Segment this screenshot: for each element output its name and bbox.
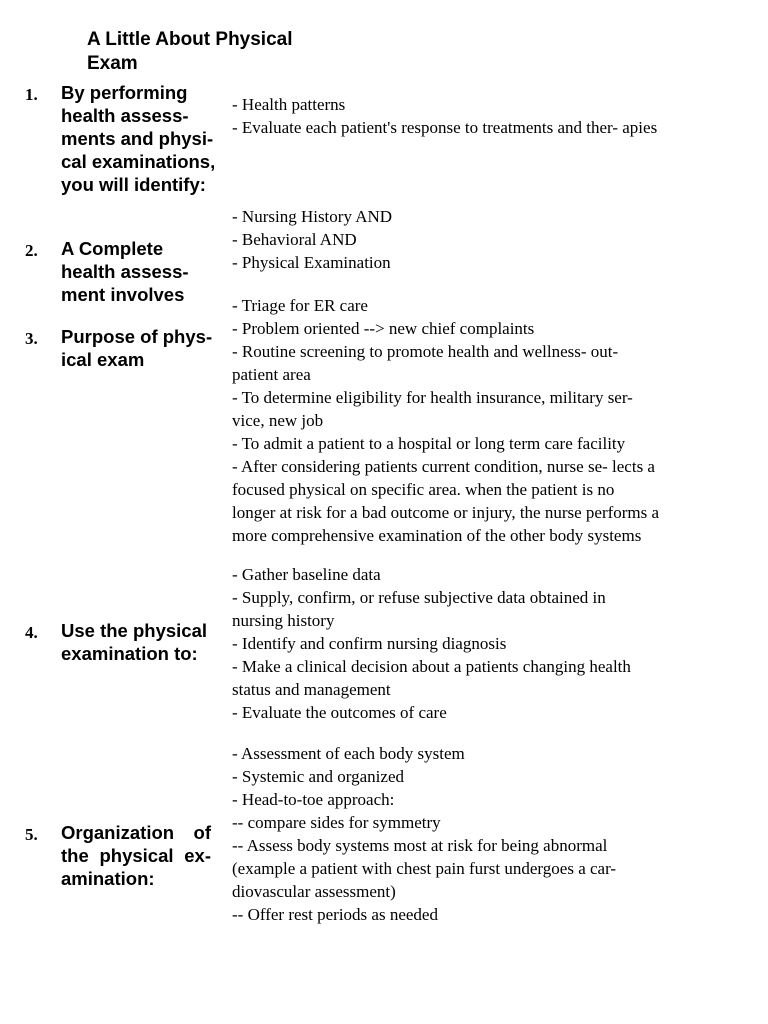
answer-line: - Evaluate the outcomes of care [232,703,447,722]
answer-line: -- Offer rest periods as needed [232,905,438,924]
answer-line: - Behavioral AND [232,230,357,249]
section-5-question: Organization of the physical ex- amination: [61,822,211,889]
document-title: A Little About Physical Exam [87,29,293,74]
answer-line: nursing history [232,611,335,630]
answer-line: -- Assess body systems most at risk for being abnormal [232,836,608,855]
section-2-question: A Complete health assess- ment involves [61,238,189,305]
answer-line: status and management [232,680,391,699]
answer-line: - Supply, confirm, or refuse subjective data obtained in [232,588,606,607]
answer-line: - Evaluate each patient's response to treatments and ther- apies [232,118,658,137]
answer-line: - Head-to-toe approach: [232,790,395,809]
answer-line: - Systemic and organized [232,767,405,786]
section-1-question: By performing health assess- ments and physi- cal examinations, you will identify: [61,82,216,195]
answer-line: vice, new job [232,411,324,430]
answer-line: - To determine eligibility for health insurance, military ser- [232,388,633,407]
answer-line: focused physical on specific area. when the patient is no [232,480,615,499]
answer-line: - To admit a patient to a hospital or long term care facility [232,434,626,453]
answer-line: (example a patient with chest pain furst undergoes a car- [232,859,617,878]
answer-line: - Physical Examination [232,253,391,272]
section-3-number: 3. [25,329,38,348]
section-5-number: 5. [25,825,38,844]
answer-line: patient area [232,365,311,384]
answer-line: - Routine screening to promote health and wellness- out- [232,342,619,361]
answer-line: - Health patterns [232,95,346,114]
answer-line: -- compare sides for symmetry [232,813,441,832]
section-3-answer [232,294,747,547]
answer-line: - Problem oriented --> new chief complaints [232,319,535,338]
answer-line: - Gather baseline data [232,565,381,584]
answer-line: - Triage for ER care [232,296,368,315]
answer-line: more comprehensive examination of the other body systems [232,526,642,545]
section-1-number: 1. [25,85,38,104]
answer-line: diovascular assessment) [232,882,396,901]
answer-line: - Nursing History AND [232,207,393,226]
section-4-number: 4. [25,623,38,642]
answer-line: - Assessment of each body system [232,744,465,763]
section-4-question: Use the physical examination to: [61,620,208,664]
section-2-answer [232,205,747,274]
section-1-answer [232,93,747,139]
section-5-answer [232,742,747,926]
answer-line: - After considering patients current condition, nurse se- lects a [232,457,655,476]
answer-line: - Identify and confirm nursing diagnosis [232,634,507,653]
answer-line: - Make a clinical decision about a patients changing health [232,657,631,676]
section-4-answer [232,563,747,724]
section-2-number: 2. [25,241,38,260]
section-3-question: Purpose of phys- ical exam [61,326,213,370]
answer-line: longer at risk for a bad outcome or injury, the nurse performs a [232,503,660,522]
